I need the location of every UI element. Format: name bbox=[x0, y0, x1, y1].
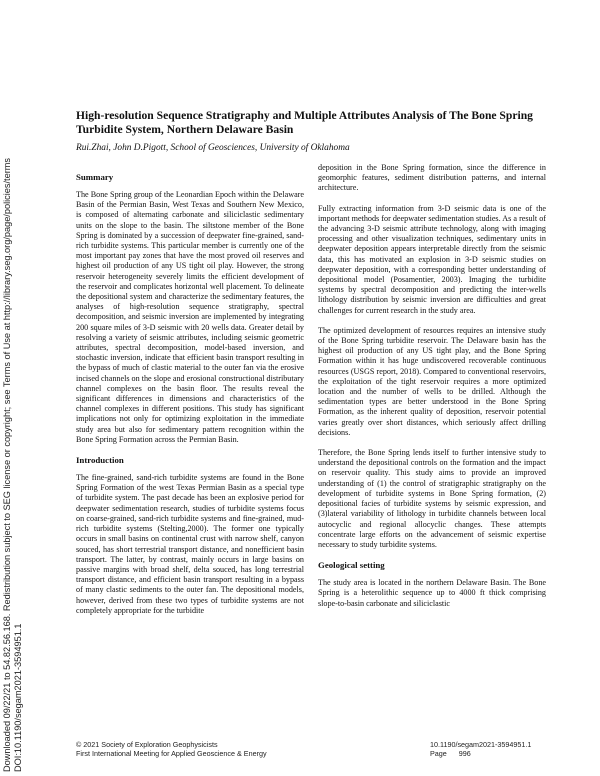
copyright-line: © 2021 Society of Exploration Geophysicists bbox=[76, 740, 218, 749]
footer-right bbox=[430, 740, 531, 758]
introduction-heading: Introduction bbox=[76, 455, 124, 466]
paragraph-seismic-methods: Fully extracting information from 3-D seismic data is one of the important methods for deepwater sedimentation studies. As a result of the advancing 3-D seismic attribute technology, along with imaging processing and other visualization techniques, sedimentary units in deepwater deposition appears interpretable directly from the seismic data, this has motivated an explosion in 3-D seismic studies on deepwater deposition, with a corresponding better understanding of depositional model (Posamentier, 2003). Imaging the turbidite systems by spectral decomposition and predicting the inter-wells lithology distribution by seismic inversion are difficulties and great challenges for current research in the study area. bbox=[318, 203, 546, 315]
meeting-line: First International Meeting for Applied Geoscience & Energy bbox=[76, 749, 267, 758]
geological-setting-paragraph: The study area is located in the northern Delaware Basin. The Bone Spring is a heterolithic sequence up to 4000 ft thick comprising slope-to-basin carbonate and siliciclastic bbox=[318, 578, 546, 608]
footer-left bbox=[76, 740, 267, 758]
paragraph-study-aims: Therefore, the Bone Spring lends itself to further intensive study to understand the depositional controls on the formation and the impact on reservoir quality. This study aims to provide an improved understanding of (1) the control of stratigraphic stratigraphy on the development of turbidite systems in Bone Spring formation, (2) depositional facies of turbidite systems by seismic expression, and (3)lateral variability of lithology in turbidite channels between local autocyclic and regional allocyclic changes. These attempts concentrate large efforts on the advancement of seismic expertise necessary to study turbidite systems. bbox=[318, 448, 546, 549]
summary-heading: Summary bbox=[76, 172, 114, 182]
page-number: 996 bbox=[458, 749, 471, 758]
page-label: Page bbox=[430, 749, 447, 758]
paragraph-development: The optimized development of resources requires an intensive study of the Bone Spring turbidite reservoir. The Delaware basin has the highest oil production of any US tight play, and the Bone Spring Formation within it has huge undiscovered recoverable continuous resources (USGS report, 2018). Compared to conventional reservoirs, the exploitation of the tight reservoir requires a more optimized location and the number of wells to be drilled. Although the sedimentation types are better understood in the Bone Spring Formation, as the inherent quality of deposition, reservoir potential varies greatly over short distances, which seriously affect drilling decisions. bbox=[318, 325, 546, 437]
download-notice: Downloaded 09/22/21 to 54.82.56.168. Redistribution subject to SEG license or copyright; see Terms of Use at http://library.seg.org/page/policies/terms bbox=[2, 157, 12, 772]
paragraph-continuation: deposition in the Bone Spring formation, since the difference in geomorphic features, sediment distribution patterns, and internal architecture. bbox=[318, 163, 546, 193]
paper-title: High-resolution Sequence Stratigraphy and Multiple Attributes Analysis of The Bone Spring Turbidite System, Northern Delaware Basin bbox=[76, 109, 533, 136]
doi-notice: DOI:10.1190/segam2021-3594951.1 bbox=[13, 623, 23, 772]
page-indicator bbox=[430, 749, 531, 758]
authors-line: Rui.Zhai, John D.Pigott, School of Geosciences, University of Oklahoma bbox=[76, 143, 350, 153]
introduction-paragraph: The fine-grained, sand-rich turbidite systems are found in the Bone Spring Formation of the west Texas Permian Basin as a special type of turbidite system. The past decade has been an explosive period for deepwater sedimentation research, studies of turbidite systems focus on coarse-grained, sand-rich turbidite systems and fine-grained, mud-rich turbidite systems (Stelting,2000). The former one typically occurs in small basins on continental crust with narrow shelf, canyon souced, has short terrestrial transport distance, and nonefficient basin transport. The latter, by contrast, mainly occurs in large basins on passive margins with broad shelf, delta souced, has long terrestrial transport distance, and efficient basin transport resulting in a bypass of many clastic sediments to the outer fan. The depositional models, however, derived from these two types of turbidite systems are not completely appropriate for the turbidite bbox=[76, 473, 304, 615]
summary-paragraph: The Bone Spring group of the Leonardian Epoch within the Delaware Basin of the Permian Basin, West Texas and Southern New Mexico, is composed of alternating carbonate and siliciclastic sedimentary units on the slope to the basin. The siltstone member of the Bone Spring is dominated by a succession of deepwater fine-grained, sand-rich turbidite systems. This particular member is currently one of the most important pay zones that have the most proved oil reserves and highest oil production of any US tight oil play. However, the strong reservoir heterogeneity severely limits the efficient development of the reservoir and complicates horizontal well placement. To delineate the depositional system and characterize the sedimentary features, the analyses of high-resolution sequence stratigraphy, spectral decomposition, and seismic inversion are implemented by integrating 200 square miles of 3-D seismic with 20 wells data. Greater detail by resolving a variety of seismic attributes, including seismic geometric attributes, spectral decomposition, model-based inversion, and stochastic inversion, indicate that efficient basin transport resulting in the bypass of much of clastic material to the outer fan via the erosive incised channels on the slope and erosional constructional distributary channel complexes on the basin floor. The results reveal the significant differences in dimensions and characteristics of the channel complexes in different positions. This study has significant implications not only for optimizing exploitation in the immediate study area but also for sedimentary pattern recognition within the Bone Spring Formation across the Permian Basin. bbox=[76, 190, 304, 444]
footer-doi: 10.1190/segam2021-3594951.1 bbox=[430, 740, 532, 749]
right-column bbox=[318, 163, 546, 619]
left-column bbox=[76, 172, 304, 626]
geological-setting-heading: Geological setting bbox=[318, 560, 385, 571]
download-sidebar bbox=[0, 0, 28, 776]
